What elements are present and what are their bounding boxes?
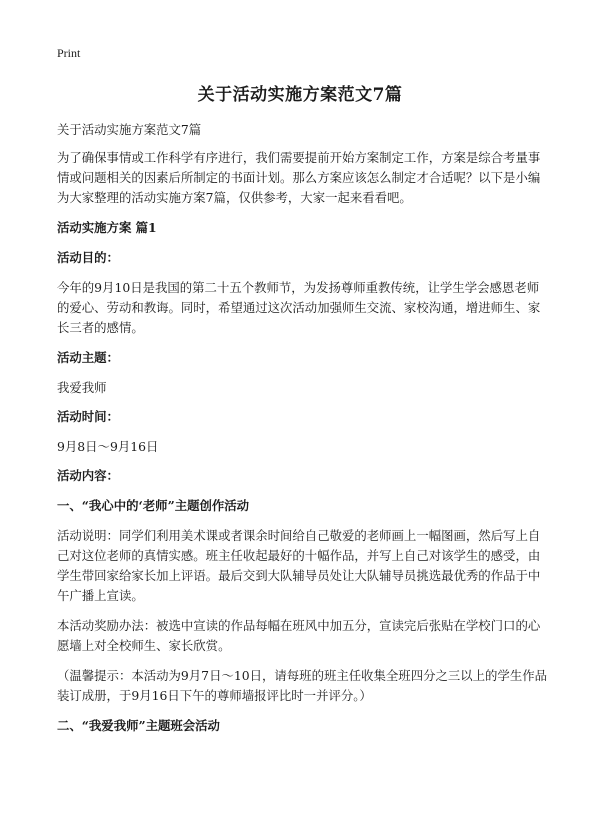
theme-heading: 活动主题： bbox=[57, 350, 119, 365]
document-subtitle: 关于活动实施方案范文7篇 bbox=[57, 122, 202, 137]
theme-text: 我爱我师 bbox=[57, 380, 107, 395]
part1-reward: 本活动奖励办法：被选中宣读的作品每幅在班风中加五分，宣读完后张贴在学校门口的心愿墙上对全校师生、家长欣赏。 bbox=[57, 618, 541, 653]
document-title: 关于活动实施方案范文7篇 bbox=[197, 85, 403, 105]
goal-paragraph: 今年的9月10日是我国的第二十五个教师节，为发扬尊师重教传统，让学生学会感恩老师的爱心、劳动和教诲。同时，希望通过这次活动加强师生交流、家校沟通，增进师生、家长三者的感情。 bbox=[57, 280, 541, 335]
document-body bbox=[57, 120, 550, 746]
part1-description: 活动说明：同学们利用美术课或者课余时间给自己敬爱的老师画上一幅图画，然后写上自己对这位老师的真情实感。班主任收起最好的十幅作品，并写上自己对该学生的感受，由学生带回家给家长加上评语。最后交到大队辅导员处让大队辅导员挑选最优秀的作品于中午广播上宣读。 bbox=[57, 528, 541, 603]
content-heading: 活动内容： bbox=[57, 468, 119, 483]
print-link[interactable]: Print bbox=[57, 46, 81, 60]
time-heading: 活动时间： bbox=[57, 409, 119, 424]
part1-heading: 一、“我心中的‘老师”主题创作活动 bbox=[57, 498, 250, 513]
section-heading: 活动实施方案 篇1 bbox=[57, 220, 157, 235]
part1-tip: （温馨提示：本活动为9月7日～10日，请每班的班主任收集全班四分之三以上的学生作品装订成册，于9月16日下午的尊师墙报评比时一并评分。） bbox=[57, 668, 547, 703]
time-text: 9月8日～9月16日 bbox=[57, 439, 159, 454]
part2-heading: 二、“我爱我师”主题班会活动 bbox=[57, 718, 220, 733]
goal-heading: 活动目的： bbox=[57, 250, 119, 265]
intro-paragraph: 为了确保事情或工作科学有序进行，我们需要提前开始方案制定工作，方案是综合考量事情或问题相关的因素后所制定的书面计划。那么方案应该怎么制定才合适呢？以下是小编为大家整理的活动实施方案7篇，仅供参考，大家一起来看看吧。 bbox=[57, 150, 541, 205]
